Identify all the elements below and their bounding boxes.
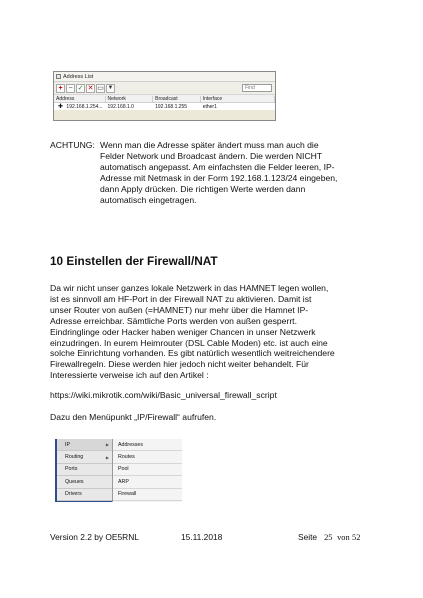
footer-date: 15.11.2018 bbox=[181, 532, 223, 542]
section-paragraph bbox=[50, 283, 380, 381]
paragraph-line: Firewallregeln. Diese werden hier jedoch nicht weiter behandelt. Für bbox=[50, 359, 309, 370]
warning-note bbox=[50, 140, 380, 205]
table-header bbox=[54, 95, 275, 103]
note-text-line: Adresse mit Netmask in der Form 192.168.1.123/24 eingeben, bbox=[100, 172, 338, 183]
column-header[interactable]: Broadcast bbox=[153, 96, 201, 102]
page-label: Seite bbox=[298, 532, 318, 542]
address-table bbox=[54, 95, 275, 110]
paragraph-line: Da wir nicht unser ganzes lokale Netzwerk in das HAMNET legen wollen, bbox=[50, 283, 329, 293]
enable-icon[interactable]: ✓ bbox=[77, 84, 84, 92]
paragraph-line: einzudringen. In eurem Heimrouter (DSL Cable Moden) etc. ist auch eine bbox=[50, 337, 328, 348]
of-label: von bbox=[337, 533, 350, 542]
note-text-line: dann Apply drücken. Die richtigen Werte werden dann bbox=[100, 183, 306, 194]
submenu-arrow-icon: ▶ bbox=[105, 454, 109, 460]
menu-item-ports[interactable]: Ports bbox=[57, 464, 112, 476]
article-url[interactable]: https://wiki.mikrotik.com/wiki/Basic_universal_firewall_script bbox=[50, 390, 277, 400]
winbox-menu-screenshot bbox=[55, 439, 182, 502]
filter-icon[interactable]: ▼ bbox=[107, 85, 114, 91]
submenu-item-pool[interactable]: Pool bbox=[113, 464, 182, 476]
window-toolbar bbox=[54, 82, 275, 95]
menu-item-drivers[interactable]: Drivers bbox=[57, 489, 112, 501]
paragraph-line: Interessierte verweise ich auf den Artikel : bbox=[50, 370, 209, 381]
paragraph-line: Adresse erreichbar. Sämtliche Ports werden von außen gesperrt. bbox=[50, 315, 297, 326]
footer-page-info bbox=[298, 532, 360, 542]
address-cell: ✚ 192.168.1.254... bbox=[58, 104, 103, 110]
table-row[interactable] bbox=[54, 103, 275, 110]
note-text-line: Wenn man die Adresse später ändert muss man auch die bbox=[100, 140, 319, 150]
find-input[interactable]: Find bbox=[242, 84, 272, 92]
add-icon[interactable]: + bbox=[56, 84, 65, 93]
remove-icon[interactable]: − bbox=[66, 84, 75, 93]
interface-cell: ether1 bbox=[202, 103, 217, 110]
paragraph-line: ist es sinnvoll am HF-Port in der Firewall NAT zu aktivieren. Damit ist bbox=[50, 293, 312, 304]
column-header[interactable]: Address bbox=[54, 96, 106, 102]
submenu-arrow-icon: ▶ bbox=[105, 442, 109, 448]
main-menu bbox=[55, 439, 112, 502]
address-list-window bbox=[53, 71, 276, 121]
column-header[interactable]: Interface bbox=[201, 96, 275, 102]
submenu-item-firewall[interactable]: Firewall bbox=[113, 489, 182, 501]
window-title: Address List bbox=[63, 73, 94, 80]
window-titlebar bbox=[54, 72, 275, 82]
page-number: 25 bbox=[324, 533, 333, 542]
note-first-line bbox=[50, 140, 380, 151]
page-total: 52 bbox=[352, 533, 361, 542]
menu-item-ip[interactable]: IP ▶ bbox=[57, 439, 112, 451]
comment-icon[interactable]: ▭ bbox=[97, 84, 104, 92]
submenu-item-routes[interactable]: Routes bbox=[113, 451, 182, 463]
note-text-line: automatisch eingetragen. bbox=[100, 194, 197, 205]
window-icon bbox=[56, 74, 61, 79]
section-heading: 10 Einstellen der Firewall/NAT bbox=[50, 254, 218, 268]
paragraph-line: Eindringlinge oder Hacker haben weniger Chancen in unser Netzwerk bbox=[50, 326, 316, 337]
submenu-item-arp[interactable]: ARP bbox=[113, 476, 182, 488]
paragraph-line: unser Router von außen (=HAMNET) nur mehr über die Hamnet IP- bbox=[50, 304, 309, 315]
note-label: ACHTUNG: bbox=[50, 140, 95, 150]
ip-submenu bbox=[112, 439, 182, 502]
broadcast-cell: 192.168.1.255 bbox=[155, 103, 188, 110]
address-row-icon: ✚ bbox=[58, 104, 64, 110]
submenu-item-addresses[interactable]: Addresses bbox=[113, 439, 182, 451]
disable-icon[interactable]: ✕ bbox=[87, 84, 94, 92]
network-cell: 192.168.1.0 bbox=[107, 103, 134, 110]
note-text-line: Felder Network und Broadcast ändern. Die werden NICHT bbox=[100, 150, 323, 161]
paragraph-line: solche Einrichtung vorhanden. Es gibt natürlich wesentlich weitreichendere bbox=[50, 348, 335, 359]
note-text-line: automatisch angepasst. Am einfachsten die Felder leeren, IP- bbox=[100, 161, 335, 172]
menu-item-queues[interactable]: Queues bbox=[57, 476, 112, 488]
menu-instruction: Dazu den Menüpunkt „IP/Firewall“ aufrufen. bbox=[50, 412, 217, 422]
column-header[interactable]: Network bbox=[106, 96, 154, 102]
footer-version: Version 2.2 by OE5RNL bbox=[50, 532, 139, 542]
menu-item-routing[interactable]: Routing ▶ bbox=[57, 451, 112, 463]
